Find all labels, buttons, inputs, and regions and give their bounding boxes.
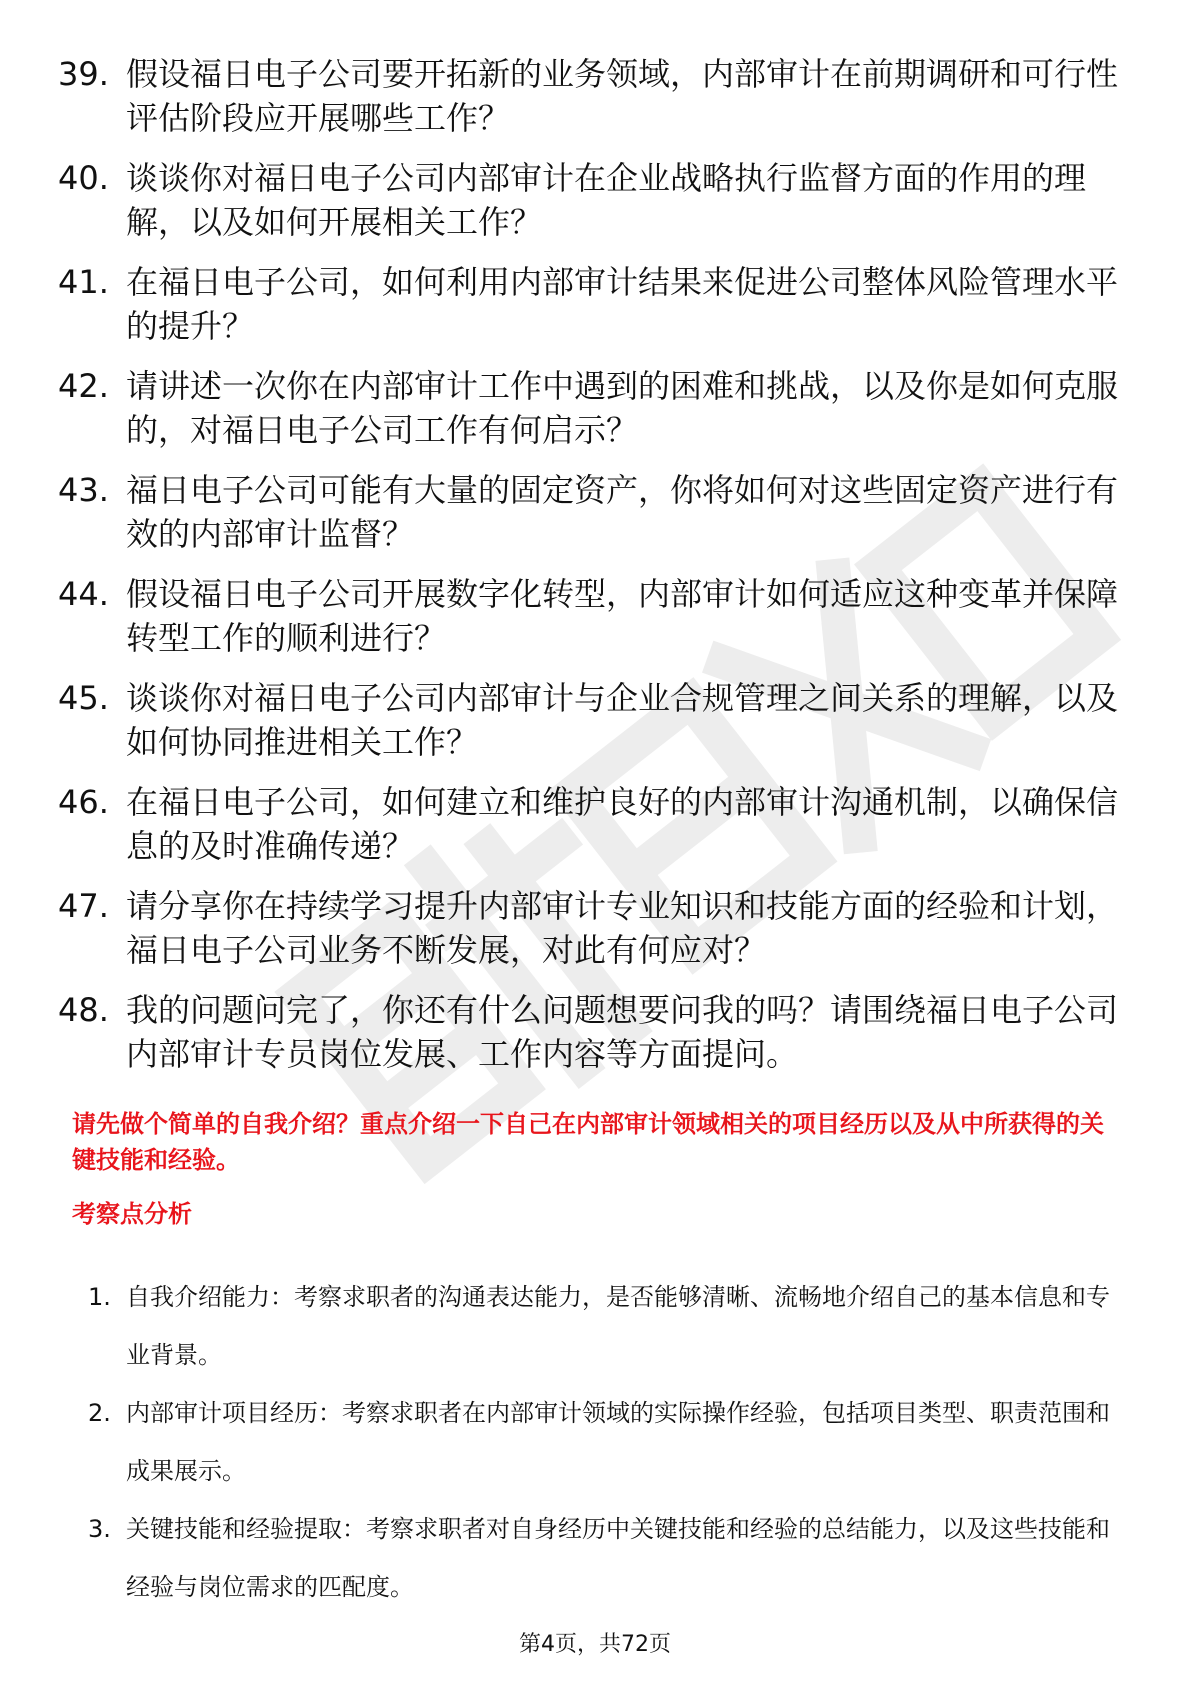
analysis-text: 关键技能和经验提取：考察求职者对自身经历中关键技能和经验的总结能力，以及这些技能和经验与岗位需求的匹配度。	[126, 1515, 1110, 1601]
intro-question-heading: 请先做个简单的自我介绍？重点介绍一下自己在内部审计领域相关的项目经历以及从中所获得的关键技能和经验。	[72, 1110, 1104, 1174]
question-text: 谈谈你对福日电子公司内部审计与企业合规管理之间关系的理解，以及如何协同推进相关工作？	[126, 679, 1119, 761]
analysis-item	[88, 1268, 1128, 1384]
question-text: 请分享你在持续学习提升内部审计专业知识和技能方面的经验和计划，福日电子公司业务不断发展，对此有何应对？	[126, 887, 1119, 969]
question-text: 在福日电子公司，如何利用内部审计结果来促进公司整体风险管理水平的提升？	[126, 263, 1119, 345]
question-number: 42.	[58, 367, 109, 405]
question-item	[58, 988, 1118, 1076]
question-item	[58, 572, 1118, 660]
question-number: 47.	[58, 887, 109, 925]
analysis-text: 内部审计项目经历：考察求职者在内部审计领域的实际操作经验，包括项目类型、职责范围和成果展示。	[126, 1399, 1110, 1485]
question-item	[58, 676, 1118, 764]
analysis-number: 3.	[88, 1515, 111, 1543]
question-number: 40.	[58, 159, 109, 197]
question-item	[58, 364, 1118, 452]
question-item	[58, 52, 1118, 140]
analysis-item	[88, 1500, 1128, 1616]
question-text: 福日电子公司可能有大量的固定资产，你将如何对这些固定资产进行有效的内部审计监督？	[126, 471, 1119, 553]
analysis-item	[88, 1384, 1128, 1500]
analysis-number: 2.	[88, 1399, 111, 1427]
question-text: 请讲述一次你在内部审计工作中遇到的困难和挑战，以及你是如何克服的，对福日电子公司工作有何启示？	[126, 367, 1119, 449]
question-number: 39.	[58, 55, 109, 93]
page-footer: 第4页，共72页	[519, 1632, 671, 1657]
question-number: 43.	[58, 471, 109, 509]
analysis-list	[88, 1268, 1128, 1616]
analysis-number: 1.	[88, 1283, 111, 1311]
question-number: 48.	[58, 991, 109, 1029]
question-item	[58, 468, 1118, 556]
analysis-section-heading: 考察点分析	[72, 1200, 192, 1228]
question-number: 44.	[58, 575, 109, 613]
question-item	[58, 260, 1118, 348]
question-number: 45.	[58, 679, 109, 717]
question-number: 46.	[58, 783, 109, 821]
question-item	[58, 884, 1118, 972]
question-item	[58, 156, 1118, 244]
analysis-text: 自我介绍能力：考察求职者的沟通表达能力，是否能够清晰、流畅地介绍自己的基本信息和专业背景。	[126, 1283, 1110, 1369]
question-list	[58, 52, 1118, 1092]
question-text: 谈谈你对福日电子公司内部审计在企业战略执行监督方面的作用的理解，以及如何开展相关工作？	[126, 159, 1087, 241]
question-text: 假设福日电子公司要开拓新的业务领域，内部审计在前期调研和可行性评估阶段应开展哪些工作？	[126, 55, 1119, 137]
question-item	[58, 780, 1118, 868]
question-number: 41.	[58, 263, 109, 301]
question-text: 假设福日电子公司开展数字化转型，内部审计如何适应这种变革并保障转型工作的顺利进行？	[126, 575, 1119, 657]
question-text: 在福日电子公司，如何建立和维护良好的内部审计沟通机制，以确保信息的及时准确传递？	[126, 783, 1119, 865]
question-text: 我的问题问完了，你还有什么问题想要问我的吗？请围绕福日电子公司内部审计专员岗位发展、工作内容等方面提问。	[126, 991, 1119, 1073]
